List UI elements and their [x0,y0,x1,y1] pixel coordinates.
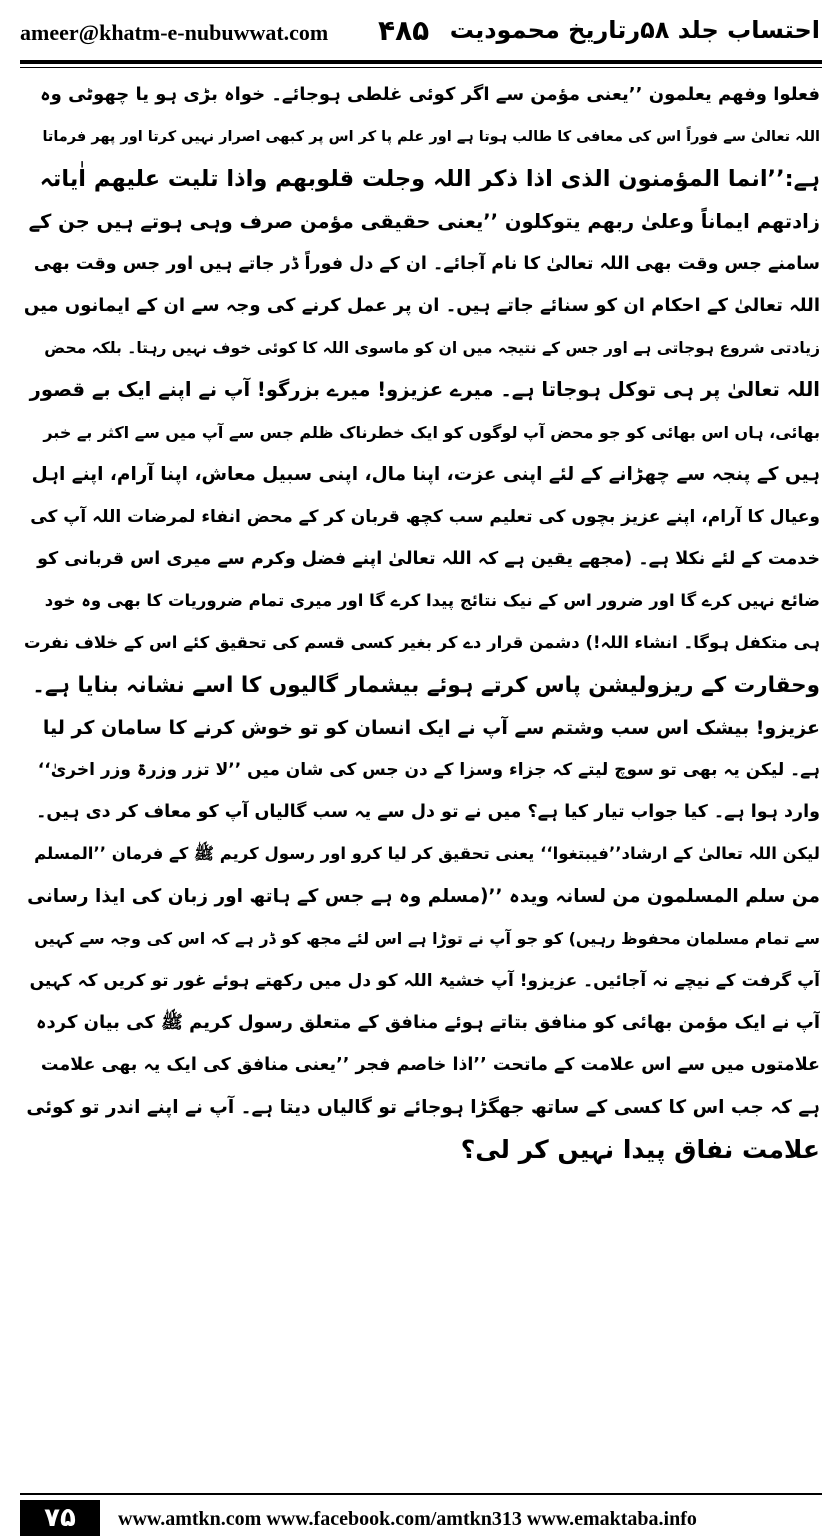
text-line: اللہ تعالیٰ پر ہی توکل ہوجاتا ہے۔ میرے عزیزو! میرے بزرگو! آپ نے اپنے ایک بے قصور [29,378,820,402]
text-line: زادتھم ایماناً وعلیٰ ربھم یتوکلون ’’یعنی حقیقی مؤمن صرف وہی ہوتے ہیں جن کے [28,209,820,233]
text-line: اللہ تعالیٰ سے فوراً اس کی معافی کا طالب ہوتا ہے اور علم پا کر اس پر کبھی اصرار نہیں کرتا اور پھر فرماتا [42,129,820,146]
footer-links: www.amtkn.com www.facebook.com/amtkn313 www.emaktaba.info [118,1508,697,1530]
text-line: ہیں کے پنجہ سے چھڑانے کے لئے اپنی عزت، اپنا مال، اپنی سبیل معاش، اپنا آرام، اپنے اہل [31,463,820,485]
text-line: عزیزو! بیشک اس سب وشتم سے آپ نے ایک انسان کو تو خوش کرنے کا سامان کر لیا [42,716,820,739]
text-line: سے تمام مسلمان محفوظ رہیں) کو جو آپ نے توڑا ہے اس لئے مجھ کو ڈر ہے کہ اس کی وجہ سے کہیں [34,928,820,948]
footer-page-number: ۷۵ [20,1500,100,1536]
text-line: وارد ہوا ہے۔ کیا جواب تیار کیا ہے؟ میں نے تو دل سے یہ سب گالیاں آپ کو معاف کر دی ہیں۔ [36,802,820,823]
text-line: ہی متکفل ہوگا۔ انشاء اللہ!) دشمن قرار دے کر بغیر کسی قسم کی تحقیق کئے اس کے خلاف نفرت [24,633,820,653]
text-line: فعلوا وفهم یعلمون ’’یعنی مؤمن سے اگر کوئی غلطی ہوجائے۔ خواہ بڑی ہو یا چھوٹی وہ [40,84,820,105]
text-line: من سلم المسلمون من لسانہ ویدہ ’’(مسلم وہ ہے جس کے ہاتھ اور زبان کی ایذا رسانی [27,885,820,907]
text-line: ہے کہ جب اس کا کسی کے ساتھ جھگڑا ہوجائے تو گالیاں دیتا ہے۔ آپ نے اپنے اندر تو کوئی [26,1096,820,1118]
text-line: بھائی، ہاں اس بھائی کو جو محض آپ لوگوں کو ایک خطرناک ظلم جس سے آپ میں سے اکثر بے خبر [43,422,820,442]
text-line: وعیال کا آرام، اپنے عزیز بچوں کی تعلیم سب کچھ قربان کر کے محض انفاء لمرضات اللہ آپ کی [30,506,820,527]
text-line: وحقارت کے ریزولیشن پاس کرتے ہوئے بیشمار گالیوں کا اسے نشانہ بنایا ہے۔ [32,672,820,698]
footer-rule [20,1493,822,1495]
header-rule-thin [20,67,822,68]
text-line: آپ گرفت کے نیچے نہ آجائیں۔ عزیزو! آپ خشیۃ اللہ کو دل میں رکھتے ہوئے غور تو کریں کہ کہیں [29,970,820,991]
header-rule [20,60,822,64]
text-line: علامتوں میں سے اس علامت کے ماتحت ’’اذا خاصم فجر ’’یعنی منافق کی ایک یہ بھی علامت [40,1055,820,1076]
header-title: احتساب جلد ۵۸رتاریخ محمودیت [449,16,820,44]
header-page-number: ۴۸۵ [378,14,430,47]
text-line: ہے:’’انما المؤمنون الذی اذا ذکر اللہ وجلت قلوبھم واذا تلیت علیھم اٰیاتہ [39,166,820,193]
text-line: علامت نفاق پیدا نہیں کر لی؟ [460,1134,820,1164]
text-line: سامنے جس وقت بھی اللہ تعالیٰ کا نام آجائے۔ ان کے دل فوراً ڈر جاتے ہیں اور جس وقت بھی [33,253,820,274]
text-line: لیکن اللہ تعالیٰ کے ارشاد’’فیبتغوا‘‘ یعنی تحقیق کر لیا کرو اور رسول کریم ﷺ کے فرمان ’’المسلم [34,844,820,864]
text-line: ضائع نہیں کرے گا اور ضرور اس کے نیک نتائج پیدا کرے گا اور میری تمام ضروریات کا بھی وہ خود [44,591,820,611]
text-line: آپ نے ایک مؤمن بھائی کو منافق بتاتے ہوئے منافق کے متعلق رسول کریم ﷺ کی بیان کردہ [35,1012,820,1034]
text-line: ہے۔ لیکن یہ بھی تو سوچ لیتے کہ جزاء وسزا کے دن جس کی شان میں ’’لا تزر وزرۃ وزر اخریٰ‘‘ [37,760,820,780]
header-email: ameer@khatm-e-nubuwwat.com [20,20,329,45]
page-header [20,14,820,54]
body-text [24,74,820,1171]
text-line: خدمت کے لئے نکلا ہے۔ (مجھے یقین ہے کہ اللہ تعالیٰ اپنے فضل وکرم سے میری اس قربانی کو [37,549,820,570]
text-line: اللہ تعالیٰ کے احکام ان کو سنائے جاتے ہیں۔ ان پر عمل کرنے کی وجہ سے ان کے ایمانوں میں [24,294,820,316]
text-line: زیادتی شروع ہوجاتی ہے اور جس کے نتیجہ میں ان کو ماسوی اللہ کا کوئی خوف نہیں رہتا۔ بلکہ محض [44,339,820,358]
